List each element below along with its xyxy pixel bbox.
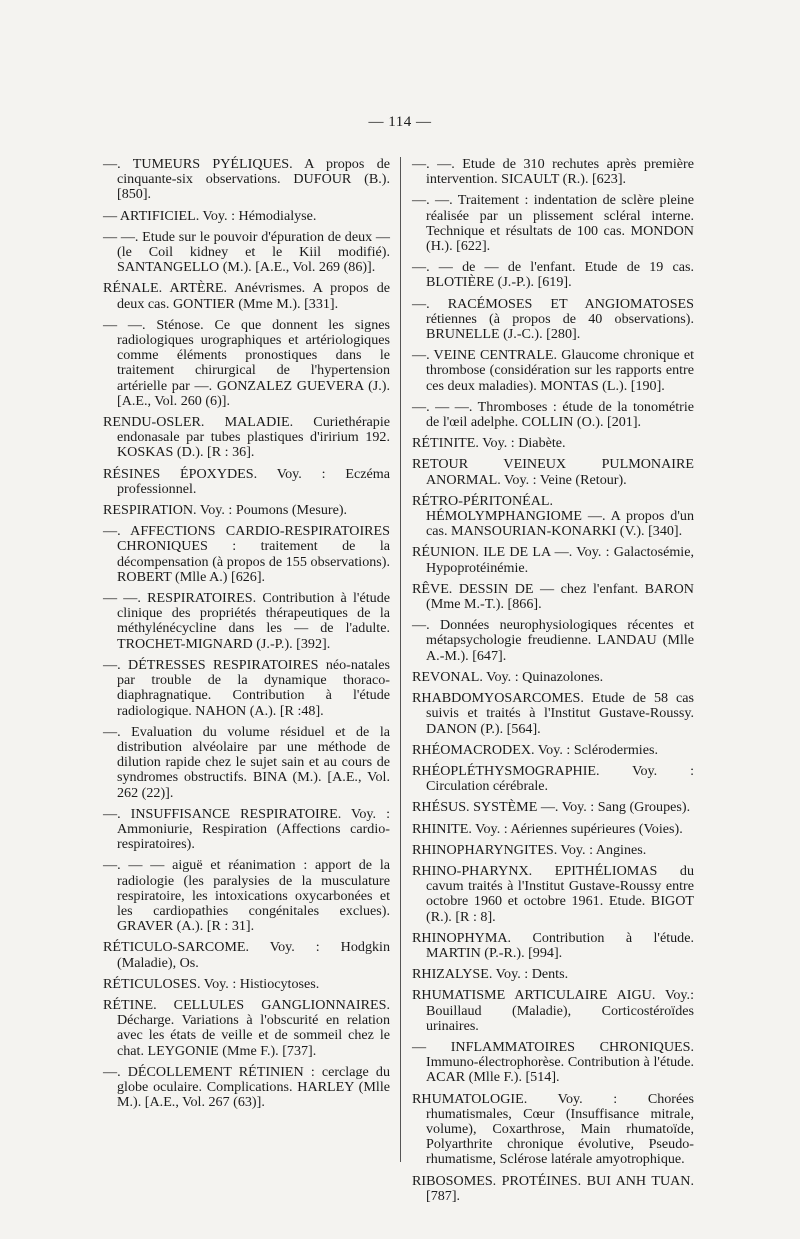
index-entry: —. AFFECTIONS CARDIO-RESPIRATOIRES CHRONIQUES : traitement de la décompensation (à propos de 155 observations). ROBERT (Mlle A.) [626].	[103, 523, 390, 585]
index-entry: RÉSINES ÉPOXYDES. Voy. : Eczéma professionnel.	[103, 465, 390, 497]
index-entry: RÉTICULOSES. Voy. : Histiocytoses.	[103, 975, 320, 992]
index-entry: RENDU-OSLER. MALADIE. Curiethérapie endonasale par tubes plastiques d'iririum 192. KOSKAS (D.). [R : 36].	[103, 414, 390, 461]
index-entry: RHINOPHARYNGITES. Voy. : Angines.	[412, 841, 647, 858]
index-entry: RHINO-PHARYNX. EPITHÉLIOMAS du cavum traités à l'Institut Gustave-Roussy entre octobre 1960 et octobre 1961. Etude. BIGOT (R.). [R : 8].	[412, 862, 694, 925]
index-entry: —. DÉCOLLEMENT RÉTINIEN : cerclage du globe oculaire. Complications. HARLEY (Mlle M.). [A.E., Vol. 267 (63)].	[103, 1063, 390, 1111]
index-entry: —. Données neurophysiologiques récentes et métapsychologie freudienne. LANDAU (Mlle A.-M.). [647].	[412, 617, 694, 664]
index-entry: —. — de — de l'enfant. Etude de 19 cas. BLOTIÈRE (J.-P.). [619].	[412, 259, 694, 291]
index-entry: — —. RESPIRATOIRES. Contribution à l'étude clinique des propriétés thérapeutiques de la méthylénécycline dans les — de l'adulte. TROCHET-MIGNARD (J.-P.). [392].	[103, 590, 390, 652]
index-entry: RÉUNION. ILE DE LA —. Voy. : Galactosémie, Hypoprotéinémie.	[412, 544, 694, 576]
index-entry: RESPIRATION. Voy. : Poumons (Mesure).	[103, 502, 348, 519]
index-entry: —. —. Traitement : indentation de sclère pleine réalisée par un plissement scléral interne. Technique et résultats de 100 cas. MONDON (H.). [622].	[412, 192, 694, 255]
page-number: — 114 —	[368, 114, 432, 130]
index-entry: —. RACÉMOSES ET ANGIOMATOSES rétiennes (à propos de 40 observations). BRUNELLE (J.-C.). [280].	[412, 295, 694, 343]
index-entry: RÉTINITE. Voy. : Diabète.	[412, 435, 566, 452]
index-entry: RHABDOMYOSARCOMES. Etude de 58 cas suivis et traités à l'Institut Gustave-Roussy. DANON (P.). [564].	[412, 690, 694, 737]
index-entry: —. — — aiguë et réanimation : apport de la radiologie (les paralysies de la musculature respiratoire, les intoxications oxycarbonées et les cardiopathies congénitales exclues). GRAVER (A.). [R : 31].	[103, 857, 390, 935]
index-entry: RÉTICULO-SARCOME. Voy. : Hodgkin (Maladie), Os.	[103, 939, 390, 971]
index-entry: —. —. Etude de 310 rechutes après première intervention. SICAULT (R.). [623].	[412, 156, 694, 188]
index-entry: RHINITE. Voy. : Aériennes supérieures (Voies).	[412, 820, 683, 837]
index-entry: — INFLAMMATOIRES CHRONIQUES. Immuno-électrophorèse. Contribution à l'étude. ACAR (Mlle F.). [514].	[412, 1038, 694, 1086]
index-entry: RETOUR VEINEUX PULMONAIRE ANORMAL. Voy. : Veine (Retour).	[412, 456, 694, 488]
index-entry: RHUMATISME ARTICULAIRE AIGU. Voy.: Bouillaud (Maladie), Corticostéroïdes urinaires.	[412, 987, 694, 1034]
index-entry: RHINOPHYMA. Contribution à l'étude. MARTIN (P.-R.). [994].	[412, 929, 694, 961]
right-column	[412, 157, 694, 1210]
index-entry: —. TUMEURS PYÉLIQUES. A propos de cinquante-six observations. DUFOUR (B.). [850].	[103, 156, 390, 203]
column-divider	[400, 157, 401, 1162]
index-entry: RÉTRO-PÉRITONÉAL. HÉMOLYMPHANGIOME —. A propos d'un cas. MANSOURIAN-KONARKI (V.). [340].	[412, 492, 694, 540]
index-entry: RHÉOMACRODEX. Voy. : Sclérodermies.	[412, 741, 658, 758]
index-entry: —. Evaluation du volume résiduel et de la distribution alvéolaire par une méthode de dilution rapide chez le sujet sain et au cours de syndromes obstructifs. BINA (M.). [A.E., Vol. 262 (22)].	[103, 723, 390, 801]
index-entry: — ARTIFICIEL. Voy. : Hémodialyse.	[103, 207, 317, 224]
index-entry: RHIZALYSE. Voy. : Dents.	[412, 966, 569, 983]
index-entry: — —. Etude sur le pouvoir d'épuration de deux — (le Coil kidney et le Kiil modifié). SANTANGELLO (M.). [A.E., Vol. 269 (86)].	[103, 228, 390, 276]
index-entry: RÉTINE. CELLULES GANGLIONNAIRES. Décharge. Variations à l'obscurité en relation avec les états de veille et de sommeil chez le chat. LEYGONIE (Mme F.). [737].	[103, 996, 390, 1059]
index-entry: RHUMATOLOGIE. Voy. : Chorées rhumatismales, Cœur (Insuffisance mitrale, volume), Coxarthrose, Main rhumatoïde, Polyarthrite chronique évolutive, Pseudo-rhumatisme, Sclérose latérale amyotrophique.	[412, 1090, 694, 1168]
index-entry: RHÉSUS. SYSTÈME —. Voy. : Sang (Groupes).	[412, 799, 691, 816]
index-entry: —. INSUFFISANCE RESPIRATOIRE. Voy. : Ammoniurie, Respiration (Affections cardio-respiratoires).	[103, 805, 390, 853]
left-column	[103, 157, 390, 1116]
index-entry: —. — —. Thromboses : étude de la tonométrie de l'œil adelphe. COLLIN (O.). [201].	[412, 398, 694, 431]
index-entry: RHÉOPLÉTHYSMOGRAPHIE. Voy. : Circulation cérébrale.	[412, 762, 694, 795]
index-entry: REVONAL. Voy. : Quinazolones.	[412, 668, 604, 685]
index-entry: —. DÉTRESSES RESPIRATOIRES néo-natales par trouble de la dynamique thoraco-diaphragnatique. Contribution à l'étude radiologique. NAHON (A.). [R :48].	[103, 656, 390, 719]
index-entry: RÉNALE. ARTÈRE. Anévrismes. A propos de deux cas. GONTIER (Mme M.). [331].	[103, 280, 390, 312]
index-entry: — —. Sténose. Ce que donnent les signes radiologiques urographiques et artériologiques comme éléments pronostiques dans le traitement chirurgical de l'hypertension artérielle par —. GONZALEZ GUEVERA (J.). [A.E., Vol. 260 (6)].	[103, 316, 390, 409]
index-entry: RIBOSOMES. PROTÉINES. BUI ANH TUAN. [787].	[412, 1172, 694, 1204]
index-entry: RÊVE. DESSIN DE — chez l'enfant. BARON (Mme M.-T.). [866].	[412, 580, 694, 613]
index-entry: —. VEINE CENTRALE. Glaucome chronique et thrombose (considération sur les rapports entre ces deux maladies). MONTAS (L.). [190].	[412, 347, 694, 394]
